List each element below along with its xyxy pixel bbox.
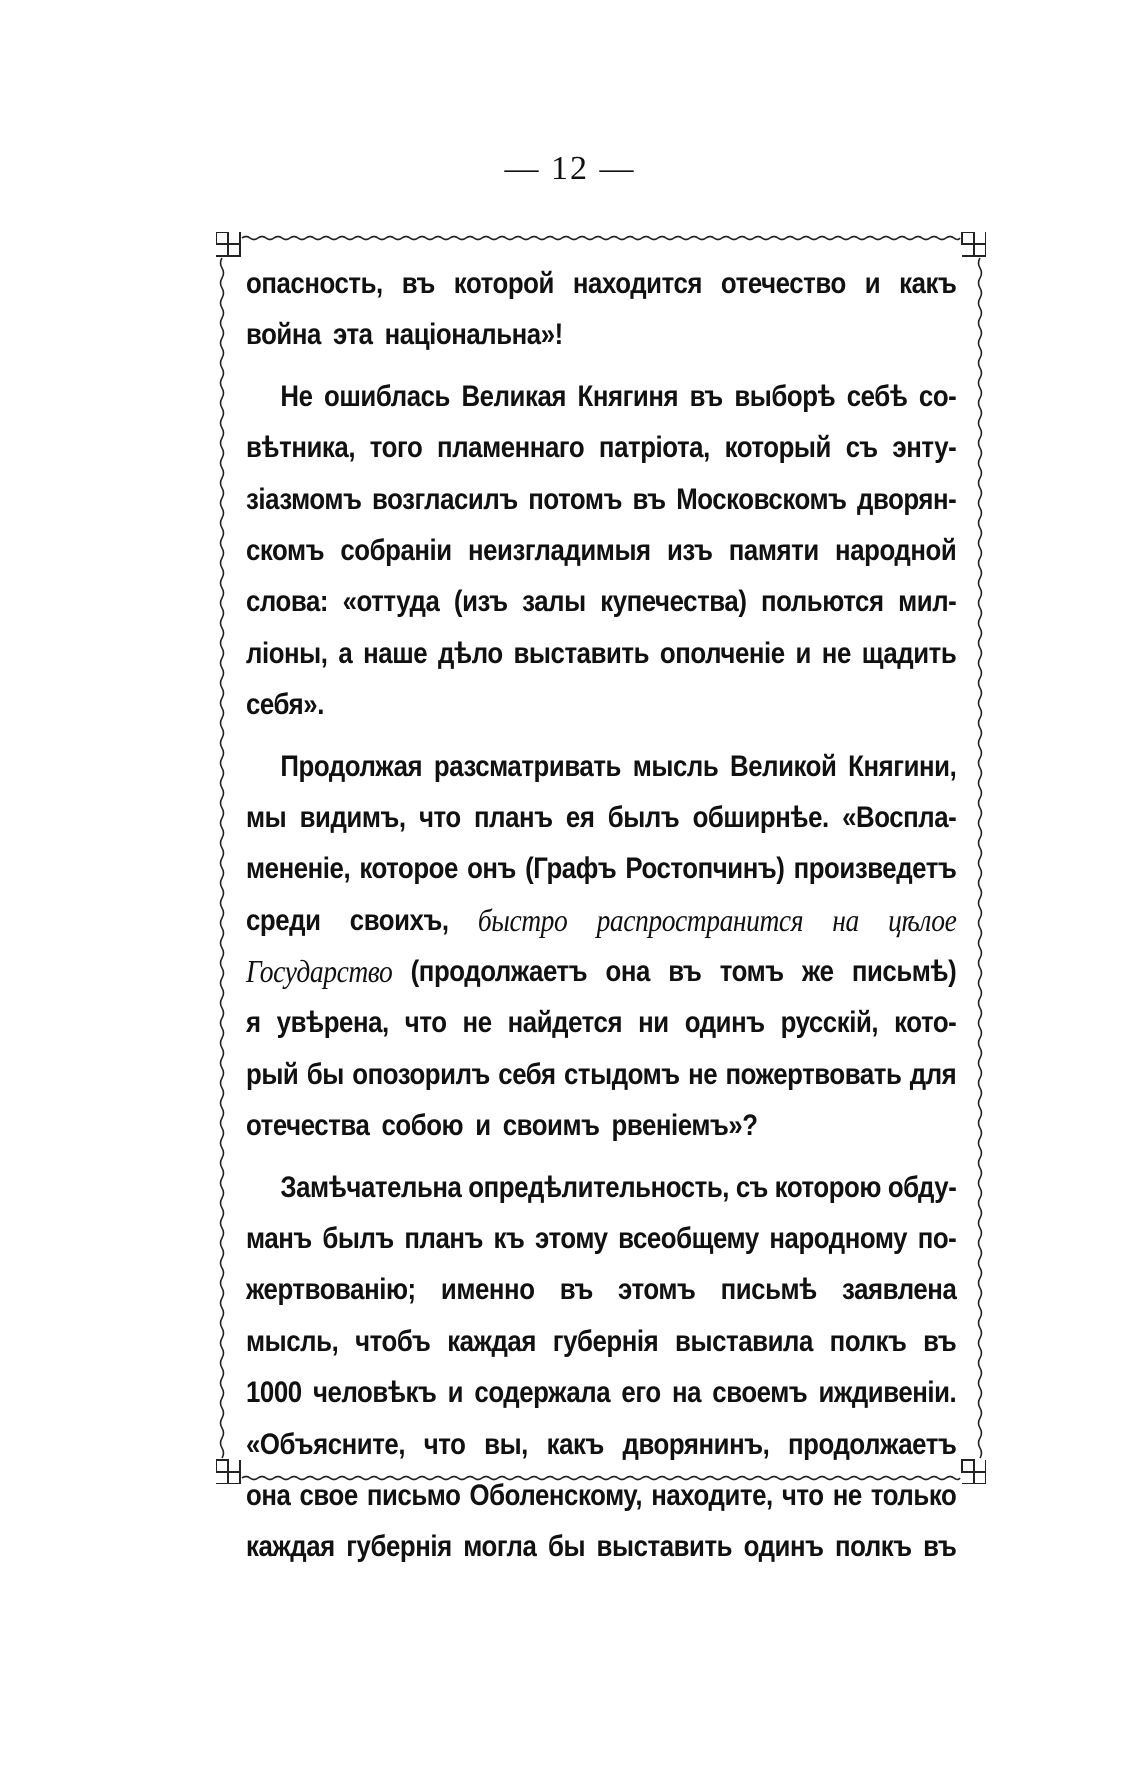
word: губернія xyxy=(346,1530,452,1564)
body-text xyxy=(246,258,956,1573)
word: могла xyxy=(463,1530,537,1564)
word: который xyxy=(724,431,831,465)
word: разсматривать xyxy=(433,749,621,783)
word: залы xyxy=(522,585,586,619)
word: на xyxy=(671,1376,702,1410)
word: мысль xyxy=(632,749,719,783)
word: Оболенскому, xyxy=(469,1478,643,1512)
word: опозорилъ xyxy=(352,1057,490,1091)
word: что xyxy=(781,1478,824,1512)
word: что xyxy=(404,1006,447,1040)
text-line xyxy=(246,1367,956,1418)
word: Продолжая xyxy=(280,749,423,783)
word: наше xyxy=(363,636,428,670)
word: какъ xyxy=(546,1427,604,1461)
word: пламеннаго xyxy=(437,431,585,465)
word: произведетъ xyxy=(793,852,957,886)
word: 1000 xyxy=(246,1376,302,1410)
word: въ xyxy=(668,955,702,989)
word: «Воспла- xyxy=(842,800,957,834)
word: найдется xyxy=(507,1006,623,1040)
word: письмѣ xyxy=(720,1273,817,1307)
word: не xyxy=(821,636,851,670)
word: мил- xyxy=(898,585,957,619)
word: планъ xyxy=(404,1222,483,1256)
paragraph-gap xyxy=(246,1152,956,1162)
word: польются xyxy=(761,585,884,619)
word: не xyxy=(688,1057,718,1091)
word: ополченіе xyxy=(659,636,785,670)
word: для xyxy=(909,1057,957,1091)
word: этомъ xyxy=(618,1273,696,1307)
word: Ростопчинъ) xyxy=(625,852,785,886)
word: рвеніемъ»? xyxy=(611,1109,758,1143)
word: ліоны, xyxy=(246,636,328,670)
word: же xyxy=(802,955,834,989)
word: собою xyxy=(381,1109,464,1143)
word: одинъ xyxy=(743,1530,824,1564)
paragraph-gap xyxy=(246,731,956,741)
border-right-wave xyxy=(979,258,982,1458)
word: бы xyxy=(547,1530,586,1564)
word: отечество xyxy=(720,267,846,300)
word: пожертвовать xyxy=(725,1057,902,1091)
word: въ xyxy=(401,267,435,300)
word: своимъ xyxy=(502,1109,600,1143)
word: бы xyxy=(306,1057,344,1091)
text-line xyxy=(246,576,956,627)
word: она xyxy=(246,1478,291,1512)
word: вѣтника, xyxy=(246,431,356,465)
word: «Объясните, xyxy=(246,1427,406,1461)
word: ошиблась xyxy=(324,379,450,413)
word: памяти xyxy=(728,533,819,567)
word: полкъ xyxy=(835,1530,912,1564)
word: того xyxy=(369,431,423,465)
word: находится xyxy=(572,267,703,300)
word: которою xyxy=(774,1170,881,1204)
word: я xyxy=(246,1006,261,1040)
word: Княгини, xyxy=(848,749,957,783)
word: содержала xyxy=(474,1376,611,1410)
word: потомъ xyxy=(528,482,622,516)
word: къ xyxy=(493,1222,525,1256)
word: былъ xyxy=(322,1222,394,1256)
word: онъ xyxy=(467,852,516,886)
text-line xyxy=(246,258,956,309)
word: война xyxy=(246,318,321,352)
word: Не xyxy=(280,379,313,413)
word: скомъ xyxy=(246,533,325,567)
word: (продолжаетъ xyxy=(410,955,588,989)
word: томъ xyxy=(719,955,784,989)
word: купечества) xyxy=(600,585,747,619)
word: одинъ xyxy=(684,1006,765,1040)
word: которое xyxy=(359,852,458,886)
word: среди xyxy=(246,903,321,937)
word: Великая xyxy=(461,379,567,413)
word: только xyxy=(870,1478,957,1512)
word: щадить xyxy=(861,636,957,670)
word: этому xyxy=(535,1222,608,1256)
word: человѣкъ xyxy=(312,1376,437,1410)
page-number: — 12 — xyxy=(504,150,636,187)
word: русскій, xyxy=(780,1006,879,1040)
word: дворян- xyxy=(857,482,957,516)
word: письмо xyxy=(366,1478,461,1512)
word: патріота, xyxy=(598,431,710,465)
text-line xyxy=(246,1049,956,1100)
word: каждая xyxy=(447,1324,536,1358)
word: выставить xyxy=(513,636,650,670)
text-line xyxy=(246,741,956,792)
border-top-wave xyxy=(242,237,960,240)
word: неизгладимыя xyxy=(467,533,651,567)
word: не xyxy=(462,1006,492,1040)
corner-ornament-top-right xyxy=(962,232,986,256)
text-line xyxy=(246,792,956,843)
word: манъ xyxy=(246,1222,312,1256)
word: распространится xyxy=(596,901,804,938)
word: ея xyxy=(565,800,595,834)
text-line xyxy=(246,1264,956,1315)
word: мы xyxy=(246,800,287,834)
word: своихъ, xyxy=(349,903,449,937)
word: и xyxy=(475,1109,491,1143)
word: быстро xyxy=(477,901,568,938)
word: всеобщему xyxy=(618,1222,759,1256)
text-line xyxy=(246,525,956,576)
word: съ xyxy=(845,431,878,465)
word: находите, xyxy=(651,1478,773,1512)
text-line xyxy=(246,1213,956,1264)
text-line xyxy=(246,946,956,997)
word: въ xyxy=(632,482,666,516)
corner-ornament-top-left xyxy=(216,232,240,256)
ornamental-frame xyxy=(216,232,986,1564)
word: кото- xyxy=(894,1006,957,1040)
word: жертвованію; xyxy=(246,1273,416,1307)
word: его xyxy=(621,1376,661,1410)
word: не xyxy=(832,1478,862,1512)
word: дѣло xyxy=(438,636,503,670)
word: опасность, xyxy=(246,267,383,300)
word: мысль, xyxy=(246,1324,339,1358)
word: въ xyxy=(923,1324,957,1358)
word: себя». xyxy=(246,688,324,722)
word: себѣ xyxy=(846,379,908,413)
text-line xyxy=(246,309,956,360)
word: Княгиня xyxy=(577,379,679,413)
corner-ornament-bottom-right xyxy=(962,1460,986,1484)
word: національна»! xyxy=(384,318,563,352)
border-left-wave xyxy=(221,258,224,1458)
word: планъ xyxy=(474,800,553,834)
word: своемъ xyxy=(712,1376,808,1410)
text-line xyxy=(246,1521,956,1572)
word: продолжаетъ xyxy=(788,1427,957,1461)
text-line xyxy=(246,371,956,422)
word: въ xyxy=(689,379,723,413)
word: эта xyxy=(332,318,373,352)
word: рый xyxy=(246,1057,299,1091)
word: (Графъ xyxy=(525,852,617,886)
text-line xyxy=(246,679,956,730)
word: увѣрена, xyxy=(276,1006,389,1040)
text-line xyxy=(246,628,956,679)
word: а xyxy=(338,636,353,670)
word: (изъ xyxy=(453,585,508,619)
word: отечества xyxy=(246,1109,370,1143)
word: на xyxy=(832,901,859,938)
word: въ xyxy=(923,1530,957,1564)
text-line xyxy=(246,1419,956,1470)
word: она xyxy=(605,955,650,989)
word: зіазмомъ xyxy=(246,482,362,516)
word: въ xyxy=(559,1273,593,1307)
word: Великой xyxy=(730,749,837,783)
word: Государство xyxy=(246,953,393,990)
word: собраніи xyxy=(340,533,452,567)
word: выставить xyxy=(596,1530,733,1564)
word: изъ xyxy=(666,533,713,567)
word: Замѣчательна xyxy=(280,1170,462,1204)
word: какъ xyxy=(899,267,957,300)
word: письмѣ) xyxy=(851,955,957,989)
word: чтобъ xyxy=(355,1324,431,1358)
word: и xyxy=(447,1376,464,1410)
word: съ xyxy=(735,1170,768,1204)
text-line xyxy=(246,997,956,1048)
word: заявлена xyxy=(842,1273,957,1307)
text-line xyxy=(246,895,956,946)
text-line xyxy=(246,1316,956,1367)
word: мененіе, xyxy=(246,852,351,886)
word: народной xyxy=(835,533,957,567)
word: народному xyxy=(769,1222,908,1256)
word: цѣлое xyxy=(888,901,957,938)
word: губернія xyxy=(552,1324,659,1358)
word: со- xyxy=(918,379,957,413)
word: иждивеніи. xyxy=(818,1376,957,1410)
corner-ornament-bottom-left xyxy=(216,1460,240,1484)
word: «оттуда xyxy=(342,585,440,619)
word: энту- xyxy=(892,431,957,465)
word: свое xyxy=(299,1478,358,1512)
word: что xyxy=(423,1427,466,1461)
word: видимъ, xyxy=(299,800,406,834)
word: слова: xyxy=(246,585,329,619)
word: и xyxy=(864,267,881,300)
word: дворянинъ, xyxy=(622,1427,770,1461)
word: выставила xyxy=(675,1324,813,1358)
text-line xyxy=(246,1162,956,1213)
word: что xyxy=(418,800,461,834)
word: выборѣ xyxy=(734,379,836,413)
word: обду- xyxy=(887,1170,957,1204)
word: возгласилъ xyxy=(371,482,518,516)
paragraph-gap xyxy=(246,361,956,371)
word: именно xyxy=(440,1273,535,1307)
word: которой xyxy=(453,267,554,300)
word: полкъ xyxy=(829,1324,907,1358)
word: обширнѣе. xyxy=(692,800,829,834)
word: былъ xyxy=(607,800,680,834)
word: каждая xyxy=(246,1530,335,1564)
word: и xyxy=(795,636,811,670)
text-line xyxy=(246,843,956,894)
word: вы, xyxy=(484,1427,528,1461)
word: по- xyxy=(917,1222,957,1256)
word: Московскомъ xyxy=(676,482,847,516)
word: себя xyxy=(498,1057,556,1091)
text-line xyxy=(246,1100,956,1151)
text-line xyxy=(246,1470,956,1521)
word: ни xyxy=(638,1006,669,1040)
word: стыдомъ xyxy=(563,1057,680,1091)
text-line xyxy=(246,422,956,473)
word: опредѣлительность, xyxy=(468,1170,730,1204)
text-line xyxy=(246,474,956,525)
